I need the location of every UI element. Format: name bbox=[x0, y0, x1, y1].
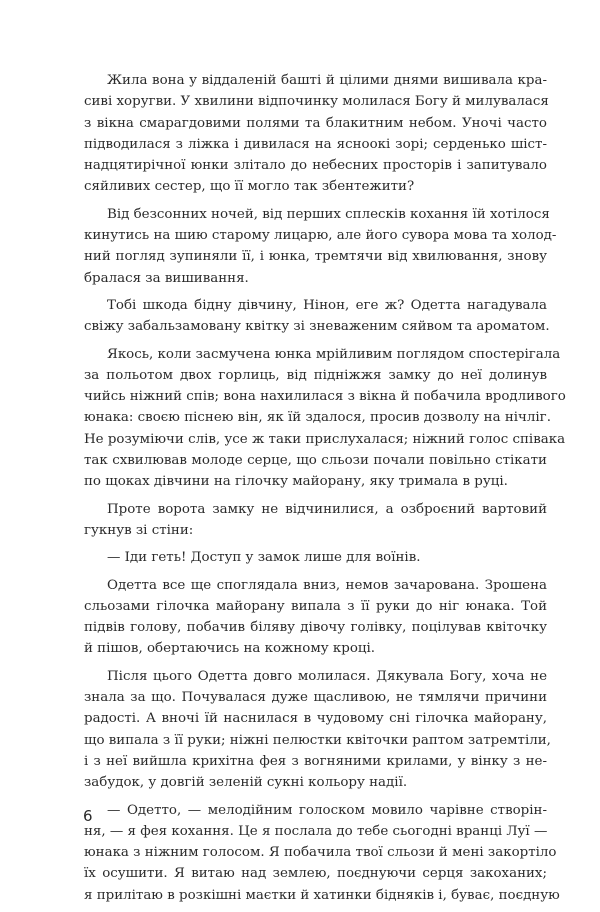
text-line: ний погляд зупиняли її, і юнка, тремтячи від хвилювання, знову bbox=[84, 249, 547, 265]
text-line: сиві хоругви. У хвилини відпочинку молилася Богу й милувалася bbox=[84, 94, 549, 110]
text-line: Тобі шкода бідну дівчину, Нінон, еге ж? Одетта нагадувала bbox=[107, 297, 547, 313]
text-line: так схвилював молоде серце, що сльози почали повільно стікати bbox=[84, 453, 547, 469]
text-line: Не розуміючи слів, усе ж таки прислухалася; ніжний голос співака bbox=[84, 431, 566, 447]
text-line: забудок, у довгій зеленій сукні кольору надії. bbox=[84, 775, 408, 791]
text-line: підвів голову, побачив біляву дівочу голівку, поцілував квіточку bbox=[84, 620, 547, 636]
text-line: бралася за вишивання. bbox=[84, 270, 249, 286]
paragraph bbox=[84, 344, 566, 493]
text-line: Від безсонних ночей, від перших сплесків кохання їй хотілося bbox=[107, 206, 550, 222]
text-line: — Одетто, — мелодійним голоском мовило чарівне створін- bbox=[107, 802, 547, 818]
text-line: юнака з ніжним голосом. Я побачила твої сльози й мені закортіло bbox=[84, 845, 557, 861]
paragraph bbox=[84, 666, 551, 794]
text-line: по щоках дівчини на гілочку майорану, яку тримала в руці. bbox=[84, 474, 508, 490]
paragraph bbox=[84, 800, 560, 906]
text-line: надцятирічної юнки злітало до небесних просторів і запитувало bbox=[84, 158, 547, 174]
paragraph bbox=[84, 70, 547, 198]
paragraph bbox=[84, 575, 547, 660]
text-line: юнака: своєю піснею він, як їй здалося, просив дозволу на нічліг. bbox=[84, 410, 551, 426]
text-line: чийсь ніжний спів; вона нахилилася з вікна й побачила вродливого bbox=[84, 389, 566, 405]
text-line: що випала з її руки; ніжні пелюстки квіточки раптом затремтіли, bbox=[84, 732, 551, 748]
text-line: сяйливих сестер, що її могло так збентежити? bbox=[84, 179, 415, 195]
paragraph bbox=[84, 499, 547, 542]
paragraph bbox=[84, 295, 550, 338]
text-line: за польотом двох горлиць, від підніжжя замку до неї долинув bbox=[84, 367, 547, 383]
page-number: 6 bbox=[83, 807, 93, 825]
text-line: з вікна смарагдовими полями та блакитним небом. Уночі часто bbox=[84, 115, 547, 131]
text-line: ня, — я фея кохання. Це я послала до тебе сьогодні вранці Луї — bbox=[84, 823, 548, 839]
paragraph bbox=[84, 547, 547, 568]
text-line: сльозами гілочка майорану випала з її руки до ніг юнака. Той bbox=[84, 598, 547, 614]
text-line: гукнув зі стіни: bbox=[84, 522, 194, 538]
text-line: і з неї вийшла крихітна фея з вогняними крилами, у вінку з не- bbox=[84, 753, 547, 769]
text-line: Після цього Одетта довго молилася. Дякувала Богу, хоча не bbox=[107, 668, 547, 684]
text-line: Якось, коли засмучена юнка мрійливим поглядом спостерігала bbox=[107, 346, 561, 362]
text-line: — Іди геть! Доступ у замок лише для воїнів. bbox=[107, 550, 421, 566]
body-text bbox=[84, 70, 566, 912]
text-line: їх осушити. Я витаю над землею, поєднуючи серця закоханих; bbox=[84, 866, 547, 882]
text-line: радості. А вночі їй наснилася в чудовому сні гілочка майорану, bbox=[84, 711, 547, 727]
text-line: я прилітаю в розкішні маєтки й хатинки бідняків і, буває, поєдную bbox=[84, 887, 560, 903]
text-line: й пішов, обертаючись на кожному кроці. bbox=[84, 641, 376, 657]
text-line: знала за що. Почувалася дуже щасливою, не тямлячи причини bbox=[84, 690, 547, 706]
paragraph bbox=[84, 204, 557, 289]
text-line: Одетта все ще споглядала вниз, немов зачарована. Зрошена bbox=[107, 577, 547, 593]
text-line: Проте ворота замку не відчинилися, а озброєний вартовий bbox=[107, 501, 547, 517]
text-line: кинутись на шию старому лицарю, але його сувора мова та холод- bbox=[84, 228, 557, 244]
text-line: підводилася з ліжка і дивилася на ясноокі зорі; серденько шіст- bbox=[84, 136, 547, 152]
text-line: свіжу забальзамовану квітку зі зневаженим сяйвом та ароматом. bbox=[84, 319, 550, 335]
text-line: Жила вона у віддаленій башті й цілими днями вишивала кра- bbox=[107, 73, 547, 88]
